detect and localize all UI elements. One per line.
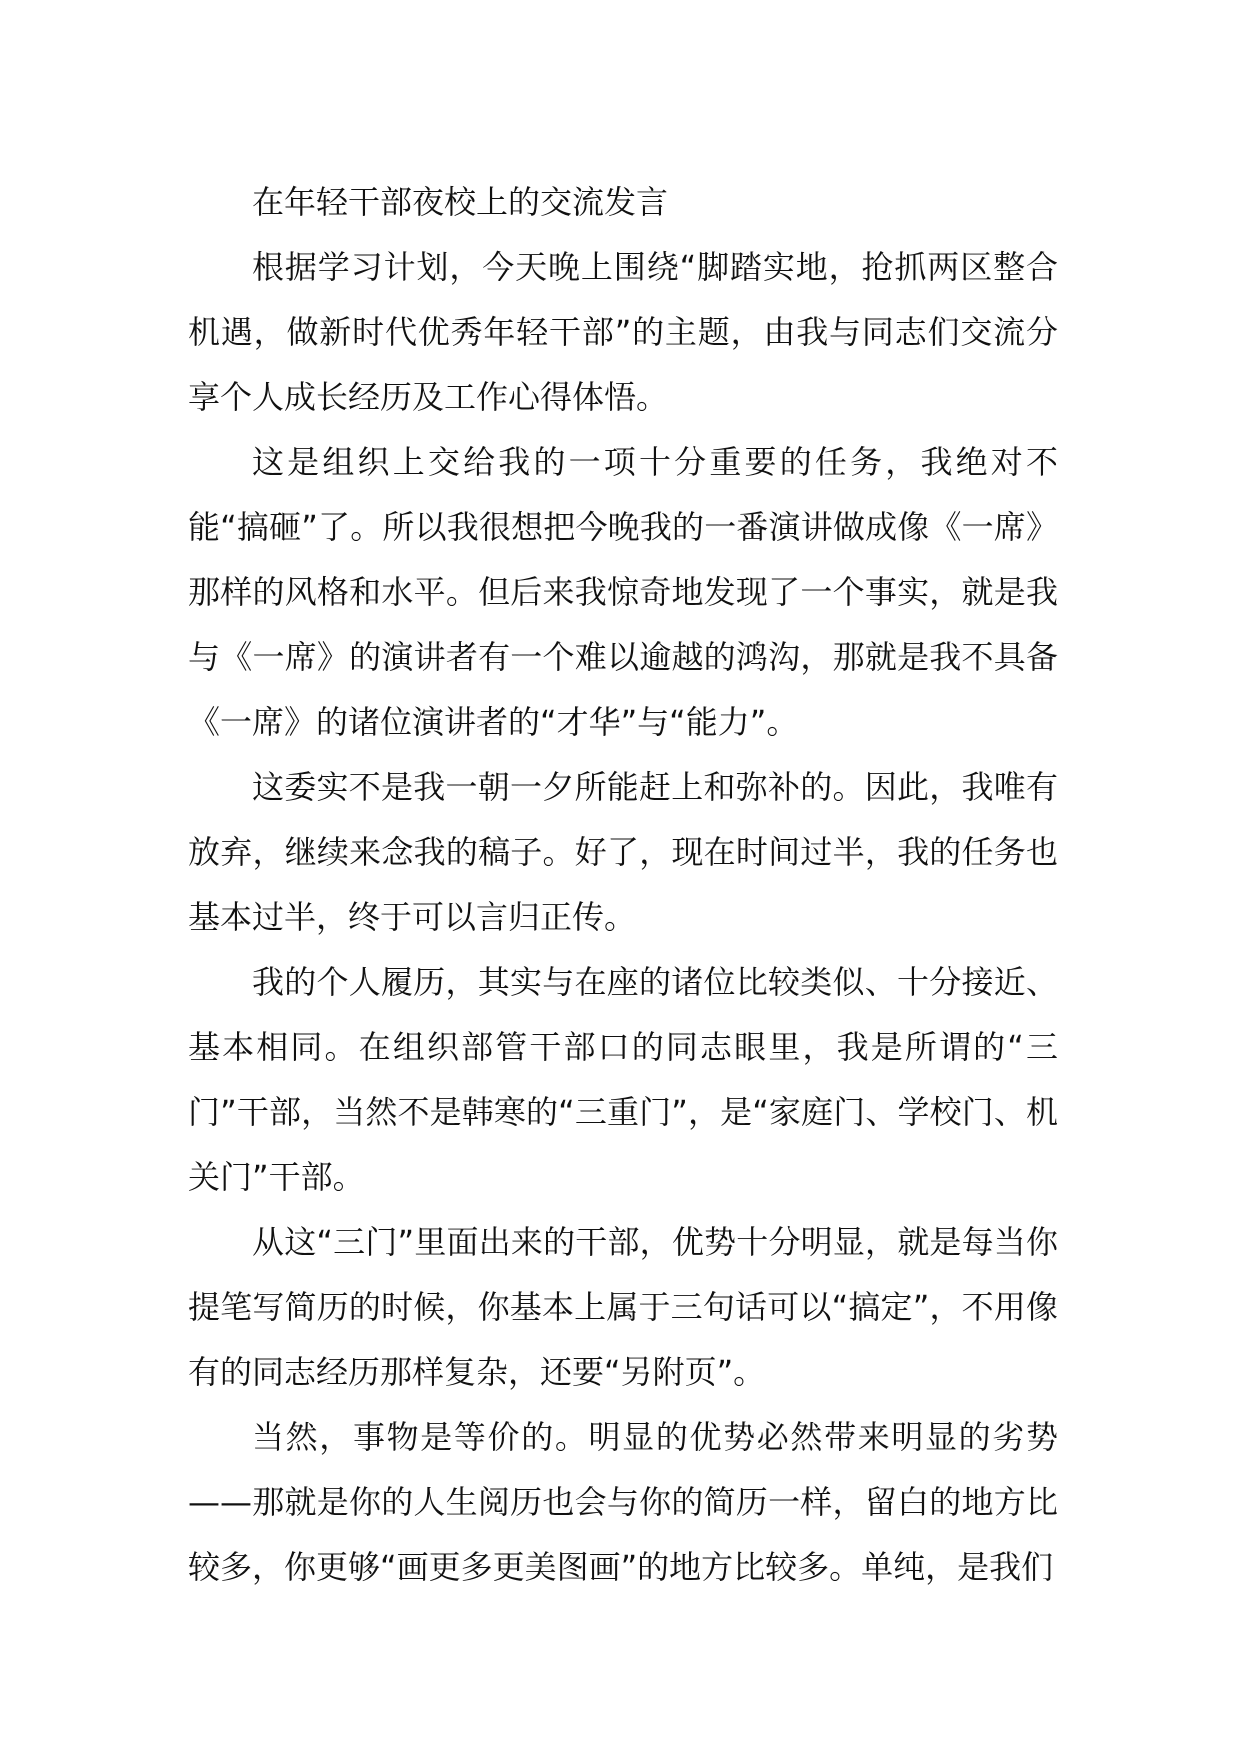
paragraph-5: 从这“三门”里面出来的干部，优势十分明显，就是每当你提笔写简历的时候，你基本上属于三句话可以“搞定”，不用像有的同志经历那样复杂，还要“另附页”。 bbox=[188, 1223, 1058, 1391]
paragraph-1: 根据学习计划，今天晚上围绕“脚踏实地，抢抓两区整合机遇，做新时代优秀年轻干部”的主题，由我与同志们交流分享个人成长经历及工作心得体悟。 bbox=[188, 248, 1058, 416]
paragraph-6: 当然，事物是等价的。明显的优势必然带来明显的劣势——那就是你的人生阅历也会与你的简历一样，留白的地方比较多，你更够“画更多更美图画”的地方比较多。单纯，是我们 bbox=[188, 1418, 1058, 1586]
paragraph-2: 这是组织上交给我的一项十分重要的任务，我绝对不能“搞砸”了。所以我很想把今晚我的一番演讲做成像《一席》那样的风格和水平。但后来我惊奇地发现了一个事实，就是我与《一席》的演讲者有一个难以逾越的鸿沟，那就是我不具备《一席》的诸位演讲者的“才华”与“能力”。 bbox=[188, 443, 1058, 741]
paragraph-4: 我的个人履历，其实与在座的诸位比较类似、十分接近、基本相同。在组织部管干部口的同志眼里，我是所谓的“三门”干部，当然不是韩寒的“三重门”，是“家庭门、学校门、机关门”干部。 bbox=[188, 963, 1058, 1196]
paragraph-3: 这委实不是我一朝一夕所能赶上和弥补的。因此，我唯有放弃，继续来念我的稿子。好了，现在时间过半，我的任务也基本过半，终于可以言归正传。 bbox=[188, 768, 1058, 936]
document-title: 在年轻干部夜校上的交流发言 bbox=[252, 183, 669, 221]
document-body bbox=[188, 170, 1058, 1600]
